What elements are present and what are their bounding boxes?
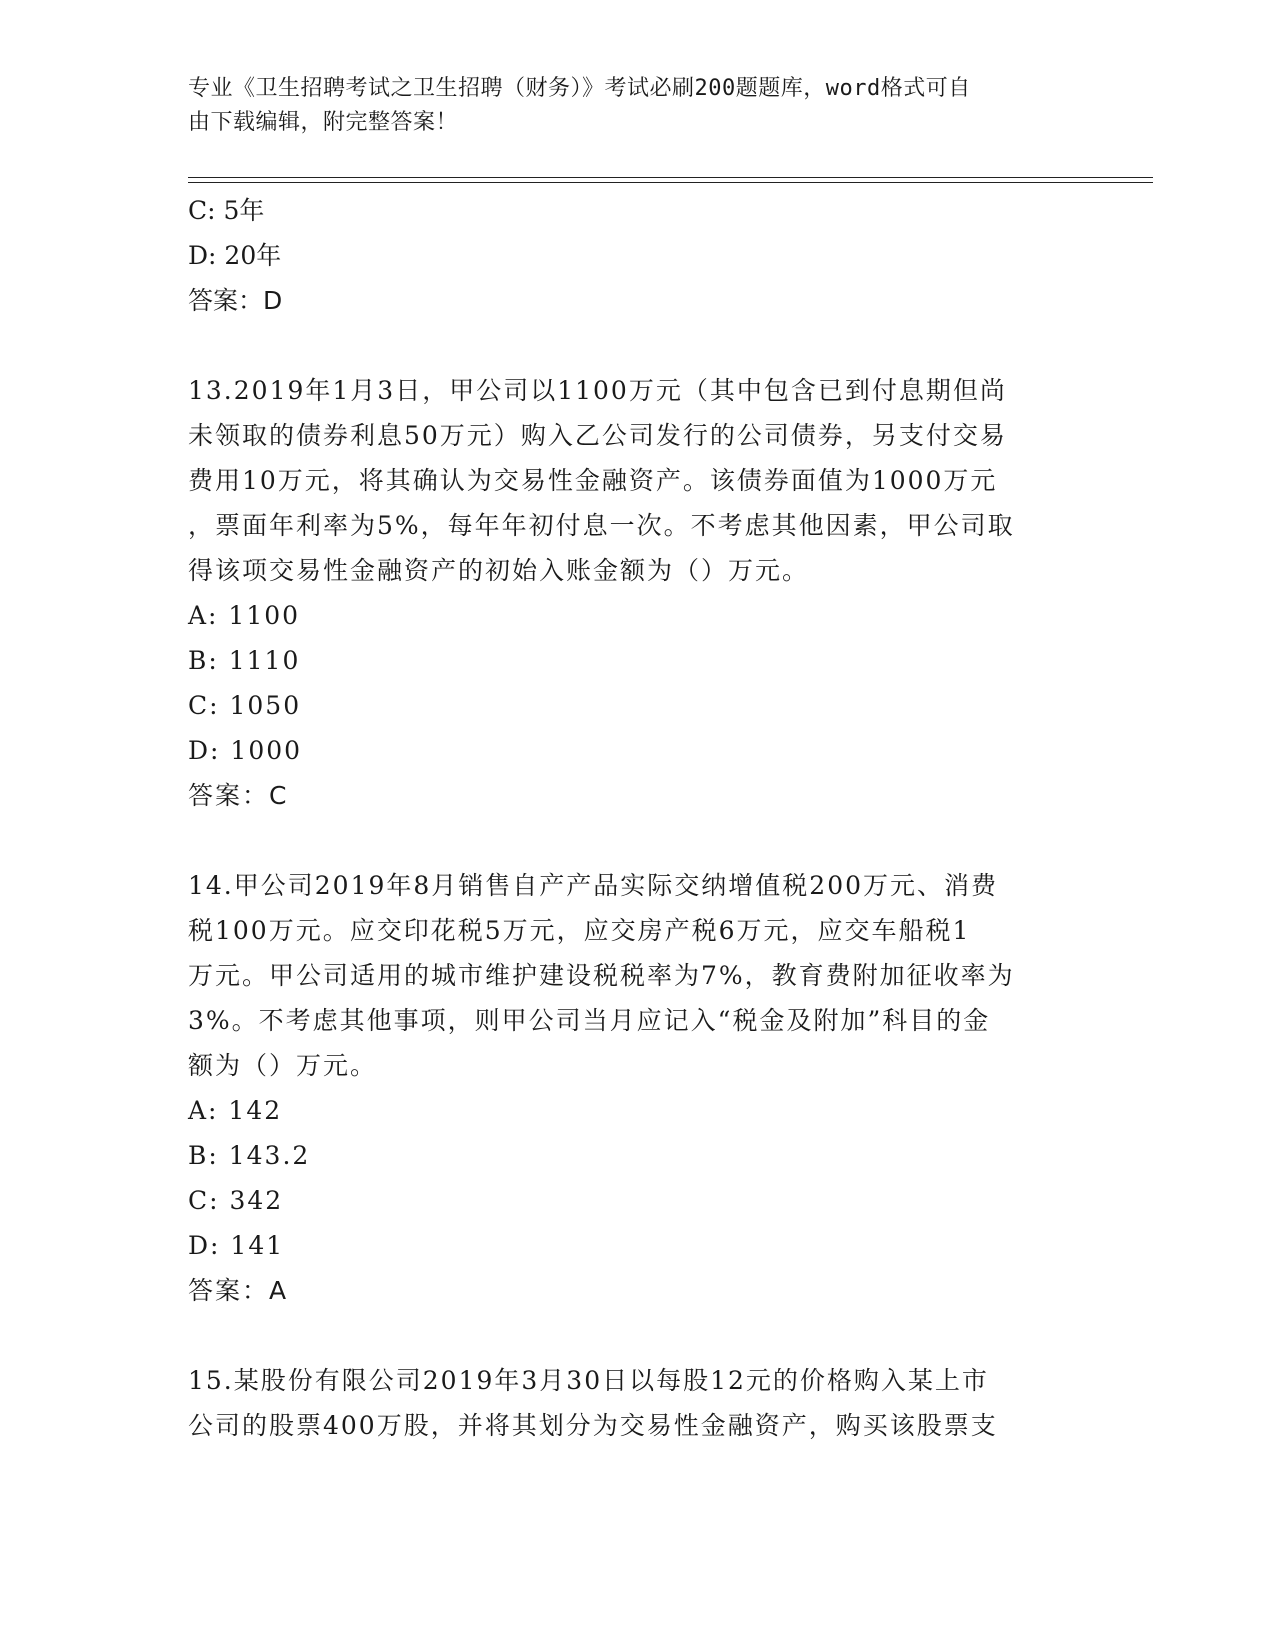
document-body xyxy=(188,188,1088,1448)
header-line-1: 专业《卫生招聘考试之卫生招聘（财务）》考试必刷200题题库，word格式可自 xyxy=(188,76,971,101)
document-header xyxy=(188,72,1068,140)
question-text-line: 万元。甲公司适用的城市维护建设税税率为7%，教育费附加征收率为 xyxy=(188,961,1015,990)
question-text-line: 额为（）万元。 xyxy=(188,1051,378,1080)
answer-line: 答案：C xyxy=(188,781,289,810)
question-13 xyxy=(188,368,1088,818)
question-14 xyxy=(188,863,1088,1313)
question-text-line: 15.某股份有限公司2019年3月30日以每股12元的价格购入某上市 xyxy=(188,1366,989,1395)
option-c: C: 342 xyxy=(188,1186,284,1215)
option-c: C: 1050 xyxy=(188,691,302,720)
question-text-line: 3%。不考虑其他事项，则甲公司当月应记入“税金及附加”科目的金 xyxy=(188,1006,991,1035)
option-b: B: 1110 xyxy=(188,646,301,675)
question-text-line: 得该项交易性金融资产的初始入账金额为（）万元。 xyxy=(188,556,810,585)
question-text-line: 14.甲公司2019年8月销售自产产品实际交纳增值税200万元、消费 xyxy=(188,871,999,900)
question-text-line: 13.2019年1月3日，甲公司以1100万元（其中包含已到付息期但尚 xyxy=(188,376,1007,405)
answer-line: 答案：D xyxy=(188,286,283,315)
option-d: D: 141 xyxy=(188,1231,285,1260)
option-c: C: 5年 xyxy=(188,196,265,225)
question-text-line: 税100万元。应交印花税5万元，应交房产税6万元，应交车船税1 xyxy=(188,916,971,945)
option-d: D: 20年 xyxy=(188,241,282,270)
question-text-line: 费用10万元，将其确认为交易性金融资产。该债券面值为1000万元 xyxy=(188,466,998,495)
question-text-line: 公司的股票400万股，并将其划分为交易性金融资产，购买该股票支 xyxy=(188,1411,998,1440)
previous-question-tail xyxy=(188,188,1088,323)
header-divider-bottom xyxy=(188,182,1153,183)
question-text-line: 未领取的债券利息50万元）购入乙公司发行的公司债券，另支付交易 xyxy=(188,421,1007,450)
question-15 xyxy=(188,1358,1088,1448)
header-line-2: 由下载编辑，附完整答案！ xyxy=(188,110,459,135)
header-divider-top xyxy=(188,177,1153,178)
question-text-line: ，票面年利率为5%，每年年初付息一次。不考虑其他因素，甲公司取 xyxy=(188,511,1015,540)
option-a: A: 142 xyxy=(188,1096,283,1125)
option-d: D: 1000 xyxy=(188,736,303,765)
option-b: B: 143.2 xyxy=(188,1141,311,1170)
option-a: A: 1100 xyxy=(188,601,301,630)
answer-line: 答案：A xyxy=(188,1276,289,1305)
